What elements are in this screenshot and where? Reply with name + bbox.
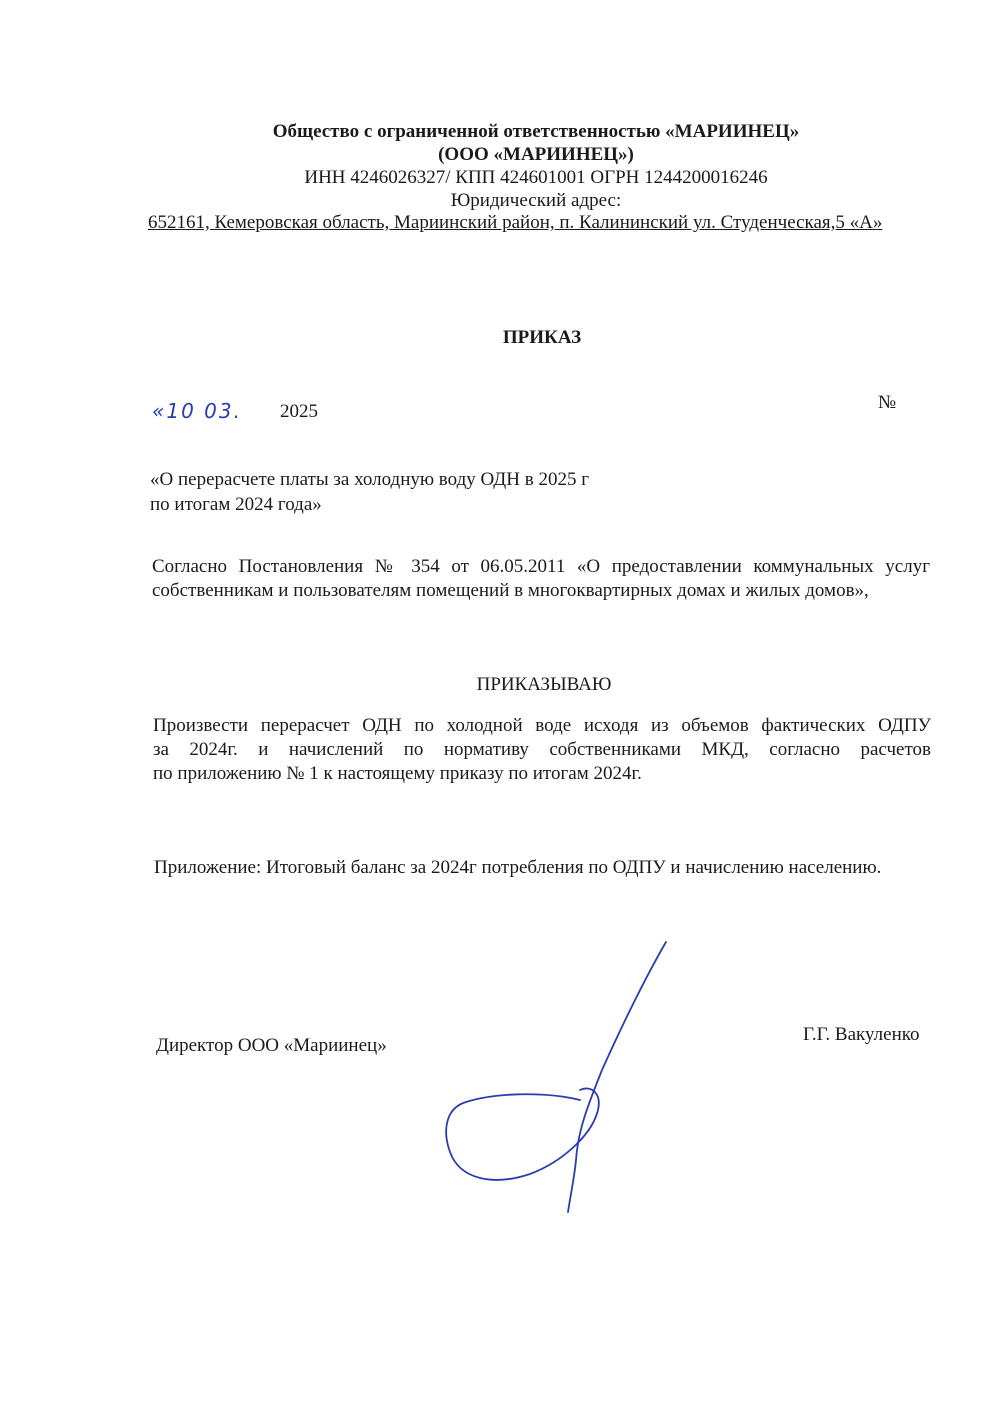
order-paragraph [153,715,931,785]
basis-line-1: Согласно Постановления № 354 от 06.05.2011 «О предоставлении коммунальных услуг [152,556,930,577]
order-line-1: Произвести перерасчет ОДН по холодной воде исходя из объемов фактических ОДПУ [153,715,931,736]
legal-address: 652161, Кемеровская область, Мариинский район, п. Калининский ул. Студенческая,5 «А» [148,212,883,233]
signer-position: Директор ООО «Мариинец» [156,1035,387,1056]
order-word: ПРИКАЗЫВАЮ [476,674,612,695]
org-registration: ИНН 4246026327/ КПП 424601001 ОГРН 1244200016246 [304,167,768,188]
basis-line-2: собственникам и пользователям помещений в многоквартирных домах и жилых домов», [152,580,869,601]
order-line-3: по приложению № 1 к настоящему приказу по итогам 2024г. [153,763,642,784]
basis-paragraph [152,556,930,602]
legal-address-label: Юридический адрес: [450,190,622,211]
org-full-name: Общество с ограниченной ответственностью «МАРИИНЕЦ» [272,121,800,142]
order-number-label: № [878,392,897,413]
subject-line-2: по итогам 2024 года» [150,494,322,515]
date-year: 2025 [280,401,318,422]
order-line-2: за 2024г. и начислений по нормативу собственниками МКД, согласно расчетов [153,739,931,760]
date-handwritten: «10 03. [152,399,242,423]
attachment-line: Приложение: Итоговый баланс за 2024г потребления по ОДПУ и начислению населению. [154,857,882,878]
org-short-name: (ООО «МАРИИНЕЦ») [438,144,634,165]
subject-line-1: «О перерасчете платы за холодную воду ОДН в 2025 г [150,469,589,490]
document-title: ПРИКАЗ [502,327,582,348]
signature-drawing [430,930,690,1230]
signer-name: Г.Г. Вакуленко [803,1024,920,1045]
